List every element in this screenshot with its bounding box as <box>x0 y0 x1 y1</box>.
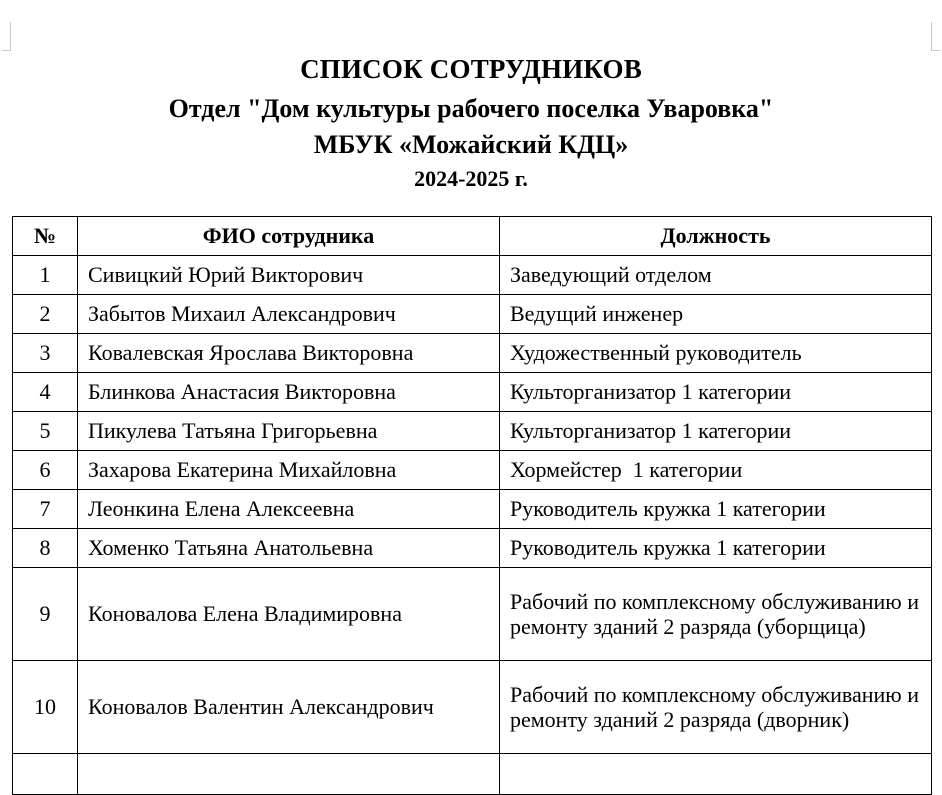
row-number: 3 <box>13 334 78 373</box>
row-number: 9 <box>13 568 78 661</box>
table-row <box>13 451 932 490</box>
column-header-name: ФИО сотрудника <box>78 217 500 256</box>
table-row-empty <box>13 754 932 795</box>
employee-position: Ведущий инженер <box>500 295 932 334</box>
employee-position: Культорганизатор 1 категории <box>500 373 932 412</box>
column-header-position: Должность <box>500 217 932 256</box>
employee-name: Забытов Михаил Александрович <box>78 295 500 334</box>
row-number: 6 <box>13 451 78 490</box>
table-header-row <box>13 217 932 256</box>
employee-position: Художественный руководитель <box>500 334 932 373</box>
row-number: 4 <box>13 373 78 412</box>
employee-name: Коновалова Елена Владимировна <box>78 568 500 661</box>
row-number-empty <box>13 754 78 795</box>
employee-position-empty <box>500 754 932 795</box>
employee-name: Пикулева Татьяна Григорьевна <box>78 412 500 451</box>
table-row <box>13 568 932 661</box>
table-row <box>13 490 932 529</box>
employee-position: Рабочий по комплексному обслуживанию и ремонту зданий 2 разряда (дворник) <box>500 661 932 754</box>
row-number: 10 <box>13 661 78 754</box>
employee-name: Хоменко Татьяна Анатольевна <box>78 529 500 568</box>
staff-table <box>12 216 932 795</box>
employee-position: Руководитель кружка 1 категории <box>500 529 932 568</box>
row-number: 7 <box>13 490 78 529</box>
table-row <box>13 256 932 295</box>
employee-name: Коновалов Валентин Александрович <box>78 661 500 754</box>
employee-position: Культорганизатор 1 категории <box>500 412 932 451</box>
employee-position: Рабочий по комплексному обслуживанию и ремонту зданий 2 разряда (уборщица) <box>500 568 932 661</box>
employee-position: Заведующий отделом <box>500 256 932 295</box>
column-header-number: № <box>13 217 78 256</box>
table-row <box>13 661 932 754</box>
table-row <box>13 373 932 412</box>
period-year: 2024-2025 г. <box>414 166 528 191</box>
row-number: 2 <box>13 295 78 334</box>
department-name: Отдел "Дом культуры рабочего поселка Уваровка" <box>168 94 774 123</box>
employee-name: Захарова Екатерина Михайловна <box>78 451 500 490</box>
table-row <box>13 412 932 451</box>
employee-name: Сивицкий Юрий Викторович <box>78 256 500 295</box>
employee-position: Хормейстер 1 категории <box>500 451 932 490</box>
employee-name: Блинкова Анастасия Викторовна <box>78 373 500 412</box>
table-row <box>13 529 932 568</box>
row-number: 1 <box>13 256 78 295</box>
table-row <box>13 295 932 334</box>
document-title: СПИСОК СОТРУДНИКОВ <box>300 54 642 84</box>
page-corner-mark-left <box>2 22 11 51</box>
page-corner-mark-right <box>931 22 940 51</box>
employee-name: Леонкина Елена Алексеевна <box>78 490 500 529</box>
organization-name: МБУК «Можайский КДЦ» <box>313 130 629 159</box>
row-number: 5 <box>13 412 78 451</box>
employee-name-empty <box>78 754 500 795</box>
table-row <box>13 334 932 373</box>
employee-name: Ковалевская Ярослава Викторовна <box>78 334 500 373</box>
row-number: 8 <box>13 529 78 568</box>
employee-position: Руководитель кружка 1 категории <box>500 490 932 529</box>
